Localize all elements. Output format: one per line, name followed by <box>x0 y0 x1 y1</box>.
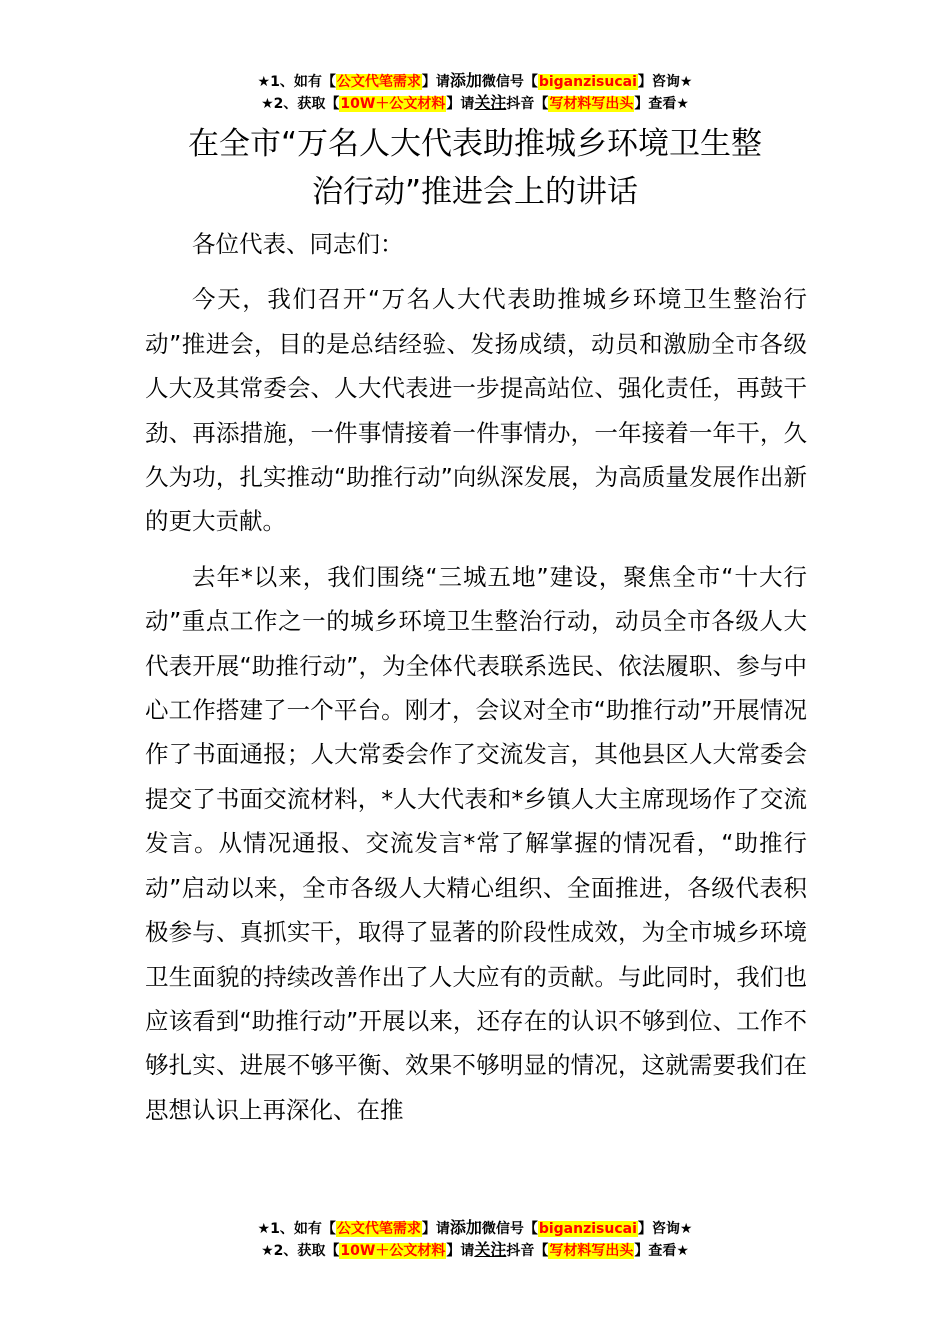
promo-highlight: 公文代笔需求 <box>336 74 421 90</box>
promo-text: 】查看★ <box>634 1243 689 1259</box>
promo-text: 抖音【 <box>506 1243 549 1259</box>
promo-highlight: 10W＋公文材料 <box>340 96 446 112</box>
promo-emphasis: 关注 <box>474 93 507 112</box>
promo-emphasis: 添加 <box>449 71 482 90</box>
promo-text: 1、如有【 <box>270 1221 336 1237</box>
paragraph-1: 今天，我们召开“万名人大代表助推城乡环境卫生整治行动”推进会，目的是总结经验、发扬成绩，动员和激励全市各级人大及其常委会、人大代表进一步提高站位、强化责任，再鼓干劲、再添措施，一件事情接着一件事情办，一年接着一年干，久久为功，扎实推动“助推行动”向纵深发展，为高质量发展作出新的更大贡献。 <box>145 285 807 536</box>
promo-text: 】查看★ <box>634 96 689 112</box>
star-icon: ★ <box>257 74 271 90</box>
document-title <box>140 120 810 216</box>
star-icon: ★ <box>257 1221 271 1237</box>
promo-highlight: 10W＋公文材料 <box>340 1243 446 1259</box>
promo-wechat-id: biganzisucai <box>538 1221 637 1237</box>
promo-text: 抖音【 <box>506 96 549 112</box>
promo-text: 】咨询★ <box>637 74 693 90</box>
promo-line-1 <box>0 1217 950 1239</box>
salutation: 各位代表、同志们： <box>192 230 404 258</box>
promo-banner-top <box>0 70 950 114</box>
title-line-2: 治行动”推进会上的讲话 <box>311 174 639 210</box>
promo-highlight: 公文代笔需求 <box>336 1221 421 1237</box>
promo-wechat-id: biganzisucai <box>538 74 637 90</box>
promo-emphasis: 关注 <box>474 1240 507 1259</box>
document-body <box>145 222 807 1143</box>
promo-text: 】请 <box>446 96 475 112</box>
promo-emphasis: 添加 <box>449 1218 482 1237</box>
promo-text: 】请 <box>421 74 450 90</box>
promo-douyin-id: 写材料写出头 <box>549 1243 634 1259</box>
promo-text: 微信号【 <box>481 1221 538 1237</box>
promo-text: 2、获取【 <box>273 1243 340 1259</box>
star-icon: ★ <box>261 1243 274 1259</box>
star-icon: ★ <box>261 96 274 112</box>
title-line-1: 在全市“万名人大代表助推城乡环境卫生整 <box>187 126 763 162</box>
promo-text: 】咨询★ <box>637 1221 693 1237</box>
promo-text: 】请 <box>421 1221 450 1237</box>
promo-text: 1、如有【 <box>270 74 336 90</box>
promo-text: 】请 <box>446 1243 475 1259</box>
promo-banner-bottom <box>0 1217 950 1261</box>
promo-text: 微信号【 <box>481 74 538 90</box>
promo-text: 2、获取【 <box>273 96 340 112</box>
paragraph-2: 去年*以来，我们围绕“三城五地”建设，聚焦全市“十大行动”重点工作之一的城乡环境卫生整治行动，动员全市各级人大代表开展“助推行动”，为全体代表联系选民、依法履职、参与中心工作搭建了一个平台。刚才，会议对全市“助推行动”开展情况作了书面通报；人大常委会作了交流发言，其他县区人大常委会提交了书面交流材料，*人大代表和*乡镇人大主席现场作了交流发言。从情况通报、交流发言*常了解掌握的情况看，“助推行动”启动以来，全市各级人大精心组织、全面推进，各级代表积极参与、真抓实干，取得了显著的阶段性成效，为全市城乡环境卫生面貌的持续改善作出了人大应有的贡献。与此同时，我们也应该看到“助推行动”开展以来，还存在的认识不够到位、工作不够扎实、进展不够平衡、效果不够明显的情况，这就需要我们在思想认识上再深化、在推 <box>145 562 807 1124</box>
promo-line-2 <box>0 92 950 114</box>
promo-douyin-id: 写材料写出头 <box>549 96 634 112</box>
promo-line-1 <box>0 70 950 92</box>
promo-line-2 <box>0 1239 950 1261</box>
